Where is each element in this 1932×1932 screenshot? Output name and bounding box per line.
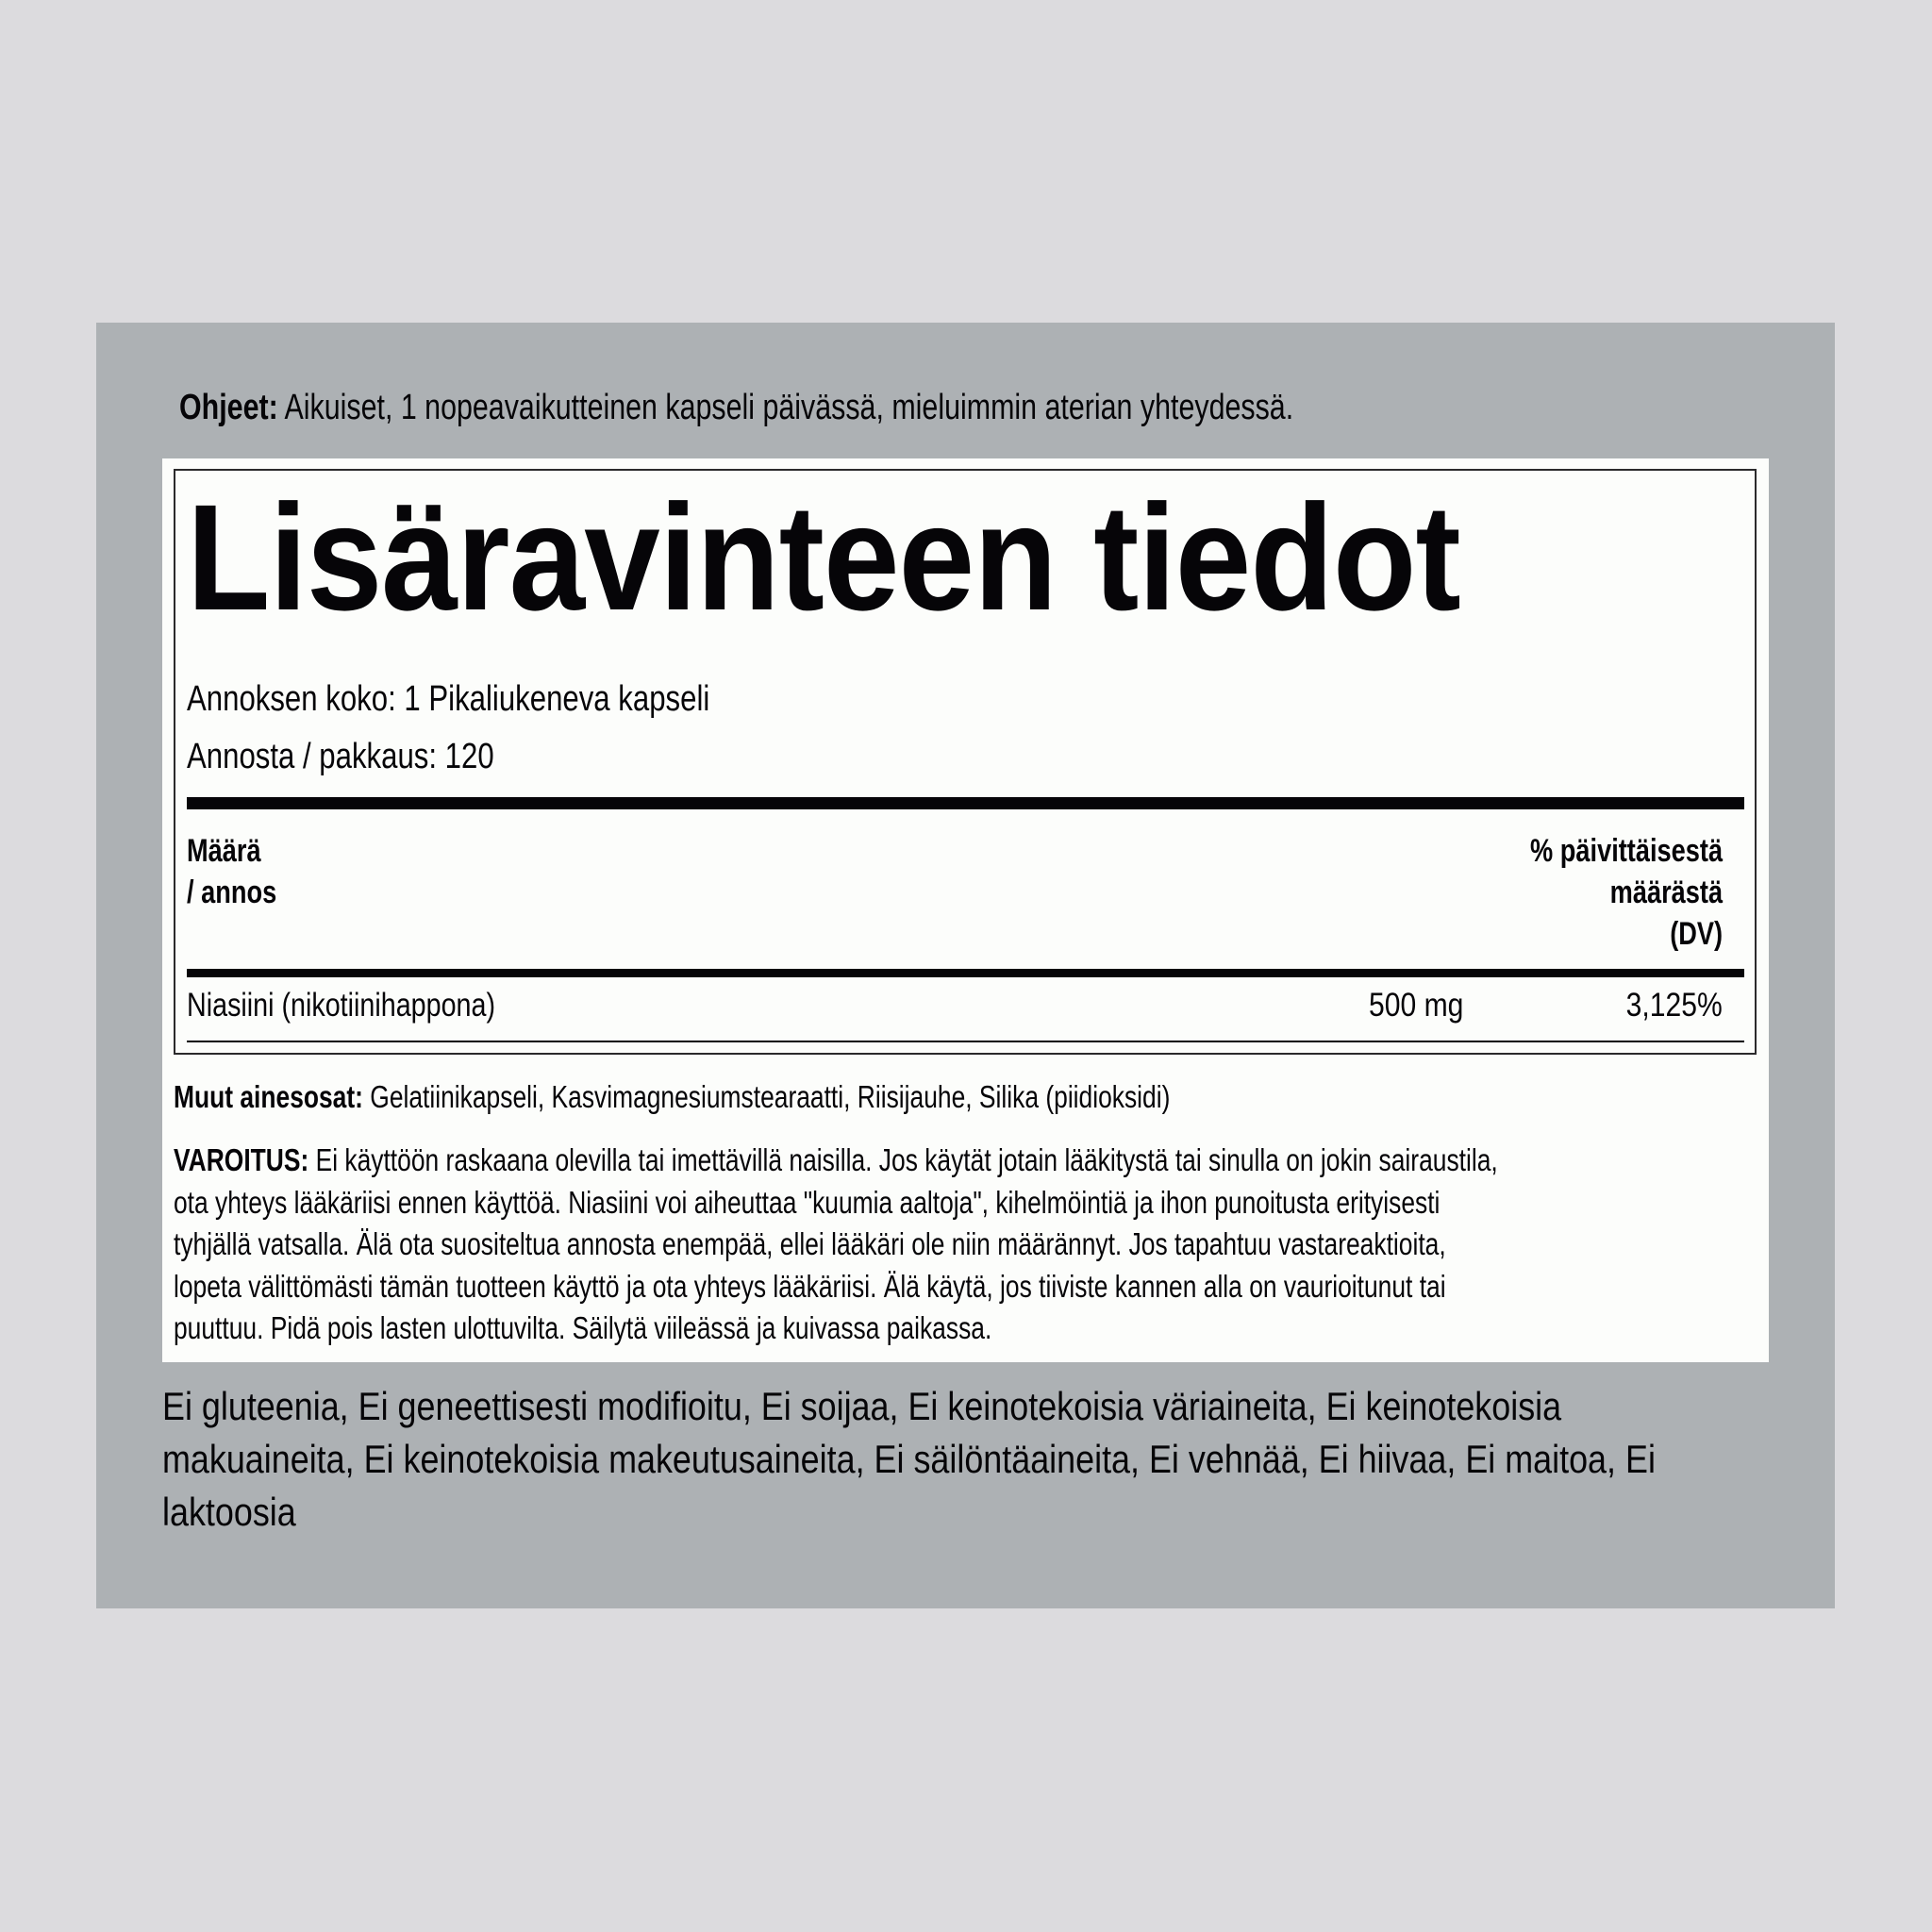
directions <box>179 385 1293 430</box>
supplement-facts-title: Lisäravinteen tiedot <box>187 473 1460 641</box>
warning-line-1 <box>174 1140 1728 1182</box>
amount-per-serving-header <box>187 830 276 913</box>
free-from-line-2: makuaineita, Ei keinotekoisia makeutusaineita, Ei säilöntäaineita, Ei vehnää, Ei hiivaa, Ei maitoa, Ei <box>162 1437 1656 1481</box>
serving-size: Annoksen koko: 1 Pikaliukeneva kapseli <box>187 679 710 719</box>
other-ingredients-label: Muut ainesosat: <box>174 1079 363 1114</box>
warning-block <box>174 1140 1728 1350</box>
other-ingredients-text: Gelatiinikapseli, Kasvimagnesiumstearaatti, Riisijauhe, Silika (piidioksidi) <box>362 1079 1171 1114</box>
directions-text: Aikuiset, 1 nopeavaikutteinen kapseli päivässä, mieluimmin aterian yhteydessä. <box>277 388 1294 427</box>
dv-header-line2: määrästä <box>1609 874 1723 910</box>
warning-line-2: ota yhteys lääkäriisi ennen käyttöä. Niasiini voi aiheuttaa "kuumia aaltoja", kihelmöintiä ja ihon punoitusta erityisesti <box>174 1184 1441 1220</box>
warning-line-4: lopeta välittömästi tämän tuotteen käyttö ja ota yhteys lääkäriisi. Älä käytä, jos tiiviste kannen alla on vaurioitunut tai <box>174 1268 1446 1304</box>
warning-line-5: puuttuu. Pidä pois lasten ulottuvilta. Säilytä viileässä ja kuivassa paikassa. <box>174 1310 992 1345</box>
directions-label: Ohjeet: <box>179 388 278 427</box>
nutrient-daily-value: 3,125% <box>1625 987 1723 1024</box>
daily-value-header <box>1530 830 1723 955</box>
servings-per-container: Annosta / pakkaus: 120 <box>187 737 494 776</box>
medium-divider <box>187 969 1744 977</box>
thin-divider <box>187 1041 1744 1042</box>
free-from-line-3: laktoosia <box>162 1490 296 1534</box>
other-ingredients <box>174 1077 1170 1117</box>
warning-line-3: tyhjällä vatsalla. Älä ota suositeltua annosta enempää, ellei lääkäri ole niin määrännyt. Jos tapahtuu vastareaktioita, <box>174 1226 1446 1261</box>
nutrient-name: Niasiini (nikotiinihappona) <box>187 987 496 1024</box>
free-from-statement <box>162 1380 1656 1539</box>
warning-label: VAROITUS: <box>174 1142 309 1177</box>
free-from-line-1: Ei gluteenia, Ei geneettisesti modifioitu, Ei soijaa, Ei keinotekoisia väriaineita, Ei keinotekoisia <box>162 1384 1562 1428</box>
nutrient-amount: 500 mg <box>1369 987 1464 1024</box>
amount-header-line1: Määrä <box>187 833 261 869</box>
amount-header-line2: / annos <box>187 874 277 910</box>
thick-divider <box>187 797 1744 809</box>
dv-header-line1: % päivittäisestä <box>1529 833 1723 869</box>
dv-header-line3: (DV) <box>1670 916 1723 952</box>
warning-text-1: Ei käyttöön raskaana olevilla tai imettävillä naisilla. Jos käytät jotain lääkitystä tai sinulla on jokin sairaustila, <box>308 1142 1498 1177</box>
